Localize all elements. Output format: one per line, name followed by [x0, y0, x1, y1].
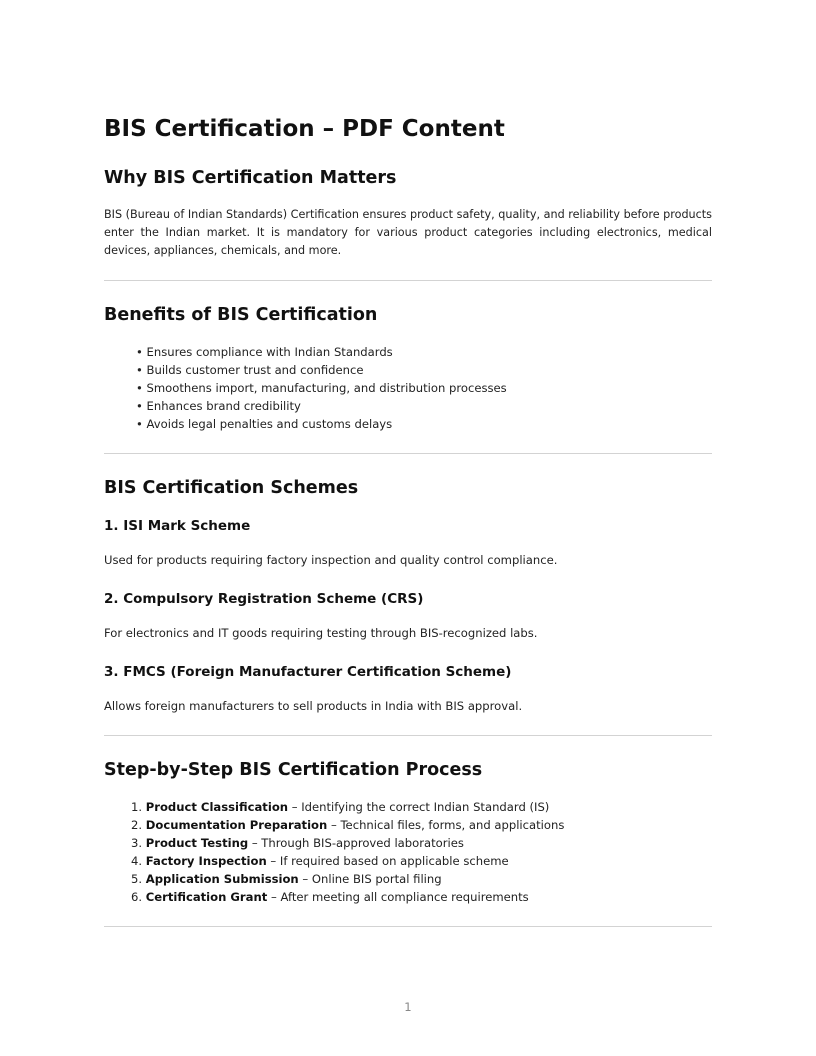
scheme-desc: For electronics and IT goods requiring testing through BIS-recognized labs. — [104, 626, 538, 640]
step-number: 5. — [131, 872, 143, 886]
step-desc: – After meeting all compliance requirements — [267, 890, 529, 904]
step-number: 6. — [131, 890, 143, 904]
scheme-title: 3. FMCS (Foreign Manufacturer Certification Scheme) — [104, 664, 512, 680]
list-item — [104, 816, 564, 834]
step-number: 4. — [131, 854, 143, 868]
divider — [104, 280, 712, 281]
page-title: BIS Certification – PDF Content — [104, 116, 505, 142]
step-label: Factory Inspection — [145, 854, 267, 868]
scheme-desc: Allows foreign manufacturers to sell products in India with BIS approval. — [104, 699, 523, 713]
schemes-heading: BIS Certification Schemes — [104, 478, 359, 498]
step-number: 2. — [131, 818, 143, 832]
scheme-desc: Used for products requiring factory inspection and quality control compliance. — [104, 553, 558, 567]
benefits-heading: Benefits of BIS Certification — [104, 305, 378, 325]
step-desc: – Online BIS portal filing — [298, 872, 442, 886]
why-heading: Why BIS Certification Matters — [104, 168, 397, 188]
step-label: Certification Grant — [145, 890, 268, 904]
step-label: Product Testing — [145, 836, 249, 850]
page-number: 1 — [404, 1000, 412, 1014]
step-label: Product Classification — [145, 800, 289, 814]
list-item — [104, 888, 564, 906]
scheme-title: 2. Compulsory Registration Scheme (CRS) — [104, 591, 424, 607]
list-item: • Ensures compliance with Indian Standards — [104, 343, 507, 361]
list-item: • Builds customer trust and confidence — [104, 361, 507, 379]
divider — [104, 453, 712, 454]
list-item — [104, 870, 564, 888]
step-desc: – If required based on applicable scheme — [266, 854, 509, 868]
step-number: 3. — [131, 836, 143, 850]
why-body: BIS (Bureau of Indian Standards) Certification ensures product safety, quality, and reliability before products enter the Indian market. It is mandatory for various product categories including electronics, medical devices, appliances, chemicals, and more. — [104, 208, 712, 257]
list-item — [104, 834, 564, 852]
step-number: 1. — [131, 800, 143, 814]
list-item — [104, 852, 564, 870]
step-label: Documentation Preparation — [145, 818, 328, 832]
list-item — [104, 798, 564, 816]
divider — [104, 735, 712, 736]
divider — [104, 926, 712, 927]
process-steps — [104, 798, 564, 906]
step-desc: – Technical files, forms, and applications — [327, 818, 565, 832]
list-item: • Avoids legal penalties and customs delays — [104, 415, 507, 433]
step-desc: – Identifying the correct Indian Standard (IS) — [288, 800, 550, 814]
step-label: Application Submission — [145, 872, 299, 886]
step-desc: – Through BIS-approved laboratories — [248, 836, 464, 850]
scheme-title: 1. ISI Mark Scheme — [104, 518, 251, 534]
list-item: • Enhances brand credibility — [104, 397, 507, 415]
list-item: • Smoothens import, manufacturing, and distribution processes — [104, 379, 507, 397]
benefits-list — [104, 343, 507, 433]
process-heading: Step-by-Step BIS Certification Process — [104, 760, 483, 780]
